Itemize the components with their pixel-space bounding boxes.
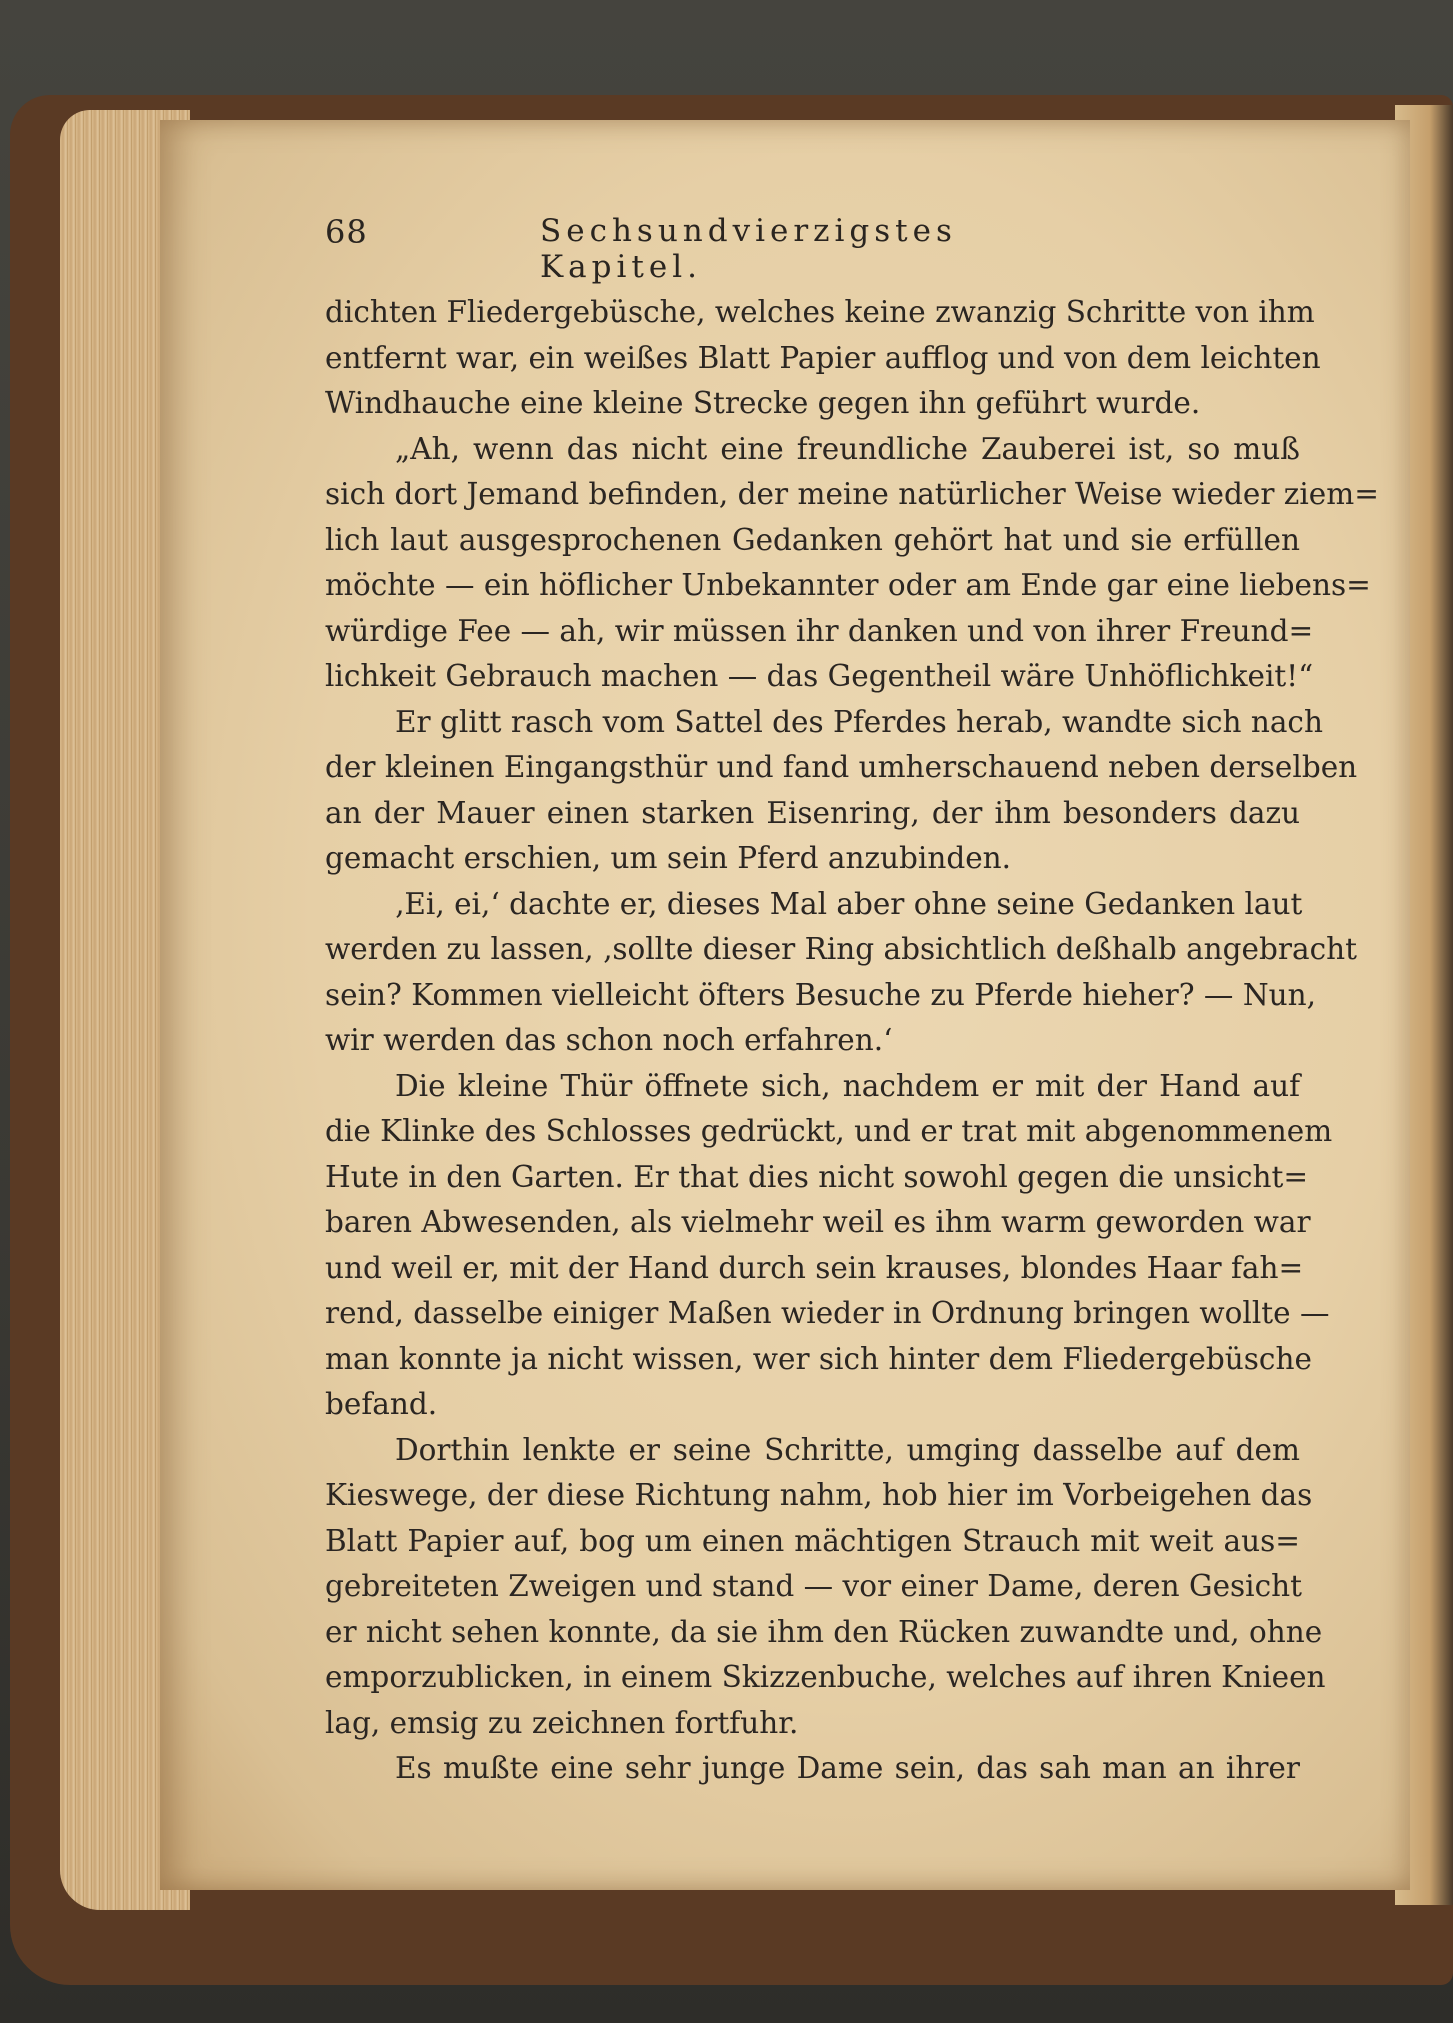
text-line: Windhauche eine kleine Strecke gegen ihn geführt wurde. (325, 386, 1201, 420)
text-line: rend, dasselbe einiger Maßen wieder in Ordnung bringen wollte — (325, 1296, 1330, 1330)
text-line: sich dort Jemand befinden, der meine natürlicher Weise wieder ziem= (325, 477, 1379, 511)
text-line: Es mußte eine sehr junge Dame sein, das sah man an ihrer (395, 1751, 1300, 1785)
page-header (325, 213, 1085, 285)
text-line: Dorthin lenkte er seine Schritte, umging dasselbe auf dem (395, 1432, 1300, 1467)
text-line: Hute in den Garten. Er that dies nicht sowohl gegen die unsicht= (325, 1159, 1309, 1194)
text-line: werden zu lassen, ‚sollte dieser Ring absichtlich deßhalb angebracht (325, 932, 1357, 966)
text-line: ‚Ei, ei,‘ dachte er, dieses Mal aber ohne seine Gedanken laut (395, 886, 1303, 921)
text-line: baren Abwesenden, als vielmehr weil es ihm warm geworden war (325, 1205, 1311, 1239)
text-line: Er glitt rasch vom Sattel des Pferdes herab, wandte sich nach (395, 704, 1323, 739)
text-line: gemacht erschien, um sein Pferd anzubinden. (325, 841, 1012, 875)
text-line: an der Mauer einen starken Eisenring, der ihm besonders dazu (325, 795, 1300, 830)
text-line: er nicht sehen konnte, da sie ihm den Rücken zuwandte und, ohne (325, 1614, 1323, 1649)
page-number: 68 (325, 213, 368, 251)
text-line: würdige Fee — ah, wir müssen ihr danken und von ihrer Freund= (325, 613, 1314, 648)
text-line: Die kleine Thür öffnete sich, nachdem er mit der Hand auf (395, 1068, 1300, 1103)
text-line: und weil er, mit der Hand durch sein krauses, blondes Haar fah= (325, 1250, 1304, 1285)
text-line: entfernt war, ein weißes Blatt Papier aufflog und von dem leichten (325, 340, 1321, 375)
text-line: lag, emsig zu zeichnen fortfuhr. (325, 1705, 799, 1740)
text-line: „Ah, wenn das nicht eine freundliche Zauberei ist, so muß (395, 431, 1300, 466)
text-line: dichten Fliedergebüsche, welches keine zwanzig Schritte von ihm (325, 295, 1315, 329)
text-line: Blatt Papier auf, bog um einen mächtigen Strauch mit weit aus= (325, 1523, 1300, 1558)
text-line: wir werden das schon noch erfahren.‘ (325, 1023, 893, 1057)
text-line: lichkeit Gebrauch machen — das Gegentheil wäre Unhöflichkeit!“ (325, 659, 1314, 693)
text-line: sein? Kommen vielleicht öfters Besuche zu Pferde hieher? — Nun, (325, 977, 1317, 1012)
text-line: emporzublicken, in einem Skizzenbuche, welches auf ihren Knieen (325, 1660, 1326, 1694)
page-body-text (325, 290, 1379, 1792)
text-line: gebreiteten Zweigen und stand — vor einer Dame, deren Gesicht (325, 1569, 1302, 1603)
text-line: der kleinen Eingangsthür und fand umherschauend neben derselben (325, 750, 1358, 784)
text-line: Kieswege, der diese Richtung nahm, hob hier im Vorbeigehen das (325, 1478, 1313, 1512)
text-line: man konnte ja nicht wissen, wer sich hinter dem Fliedergebüsche (325, 1341, 1312, 1376)
text-line: möchte — ein höflicher Unbekannter oder am Ende gar eine liebens= (325, 568, 1371, 602)
text-line: befand. (325, 1387, 438, 1421)
text-line: lich laut ausgesprochenen Gedanken gehört hat und sie erfüllen (325, 522, 1300, 557)
text-line: die Klinke des Schlosses gedrückt, und er trat mit abgenommenem (325, 1114, 1333, 1148)
running-head: Sechsundvierzigstes Kapitel. (540, 213, 957, 285)
